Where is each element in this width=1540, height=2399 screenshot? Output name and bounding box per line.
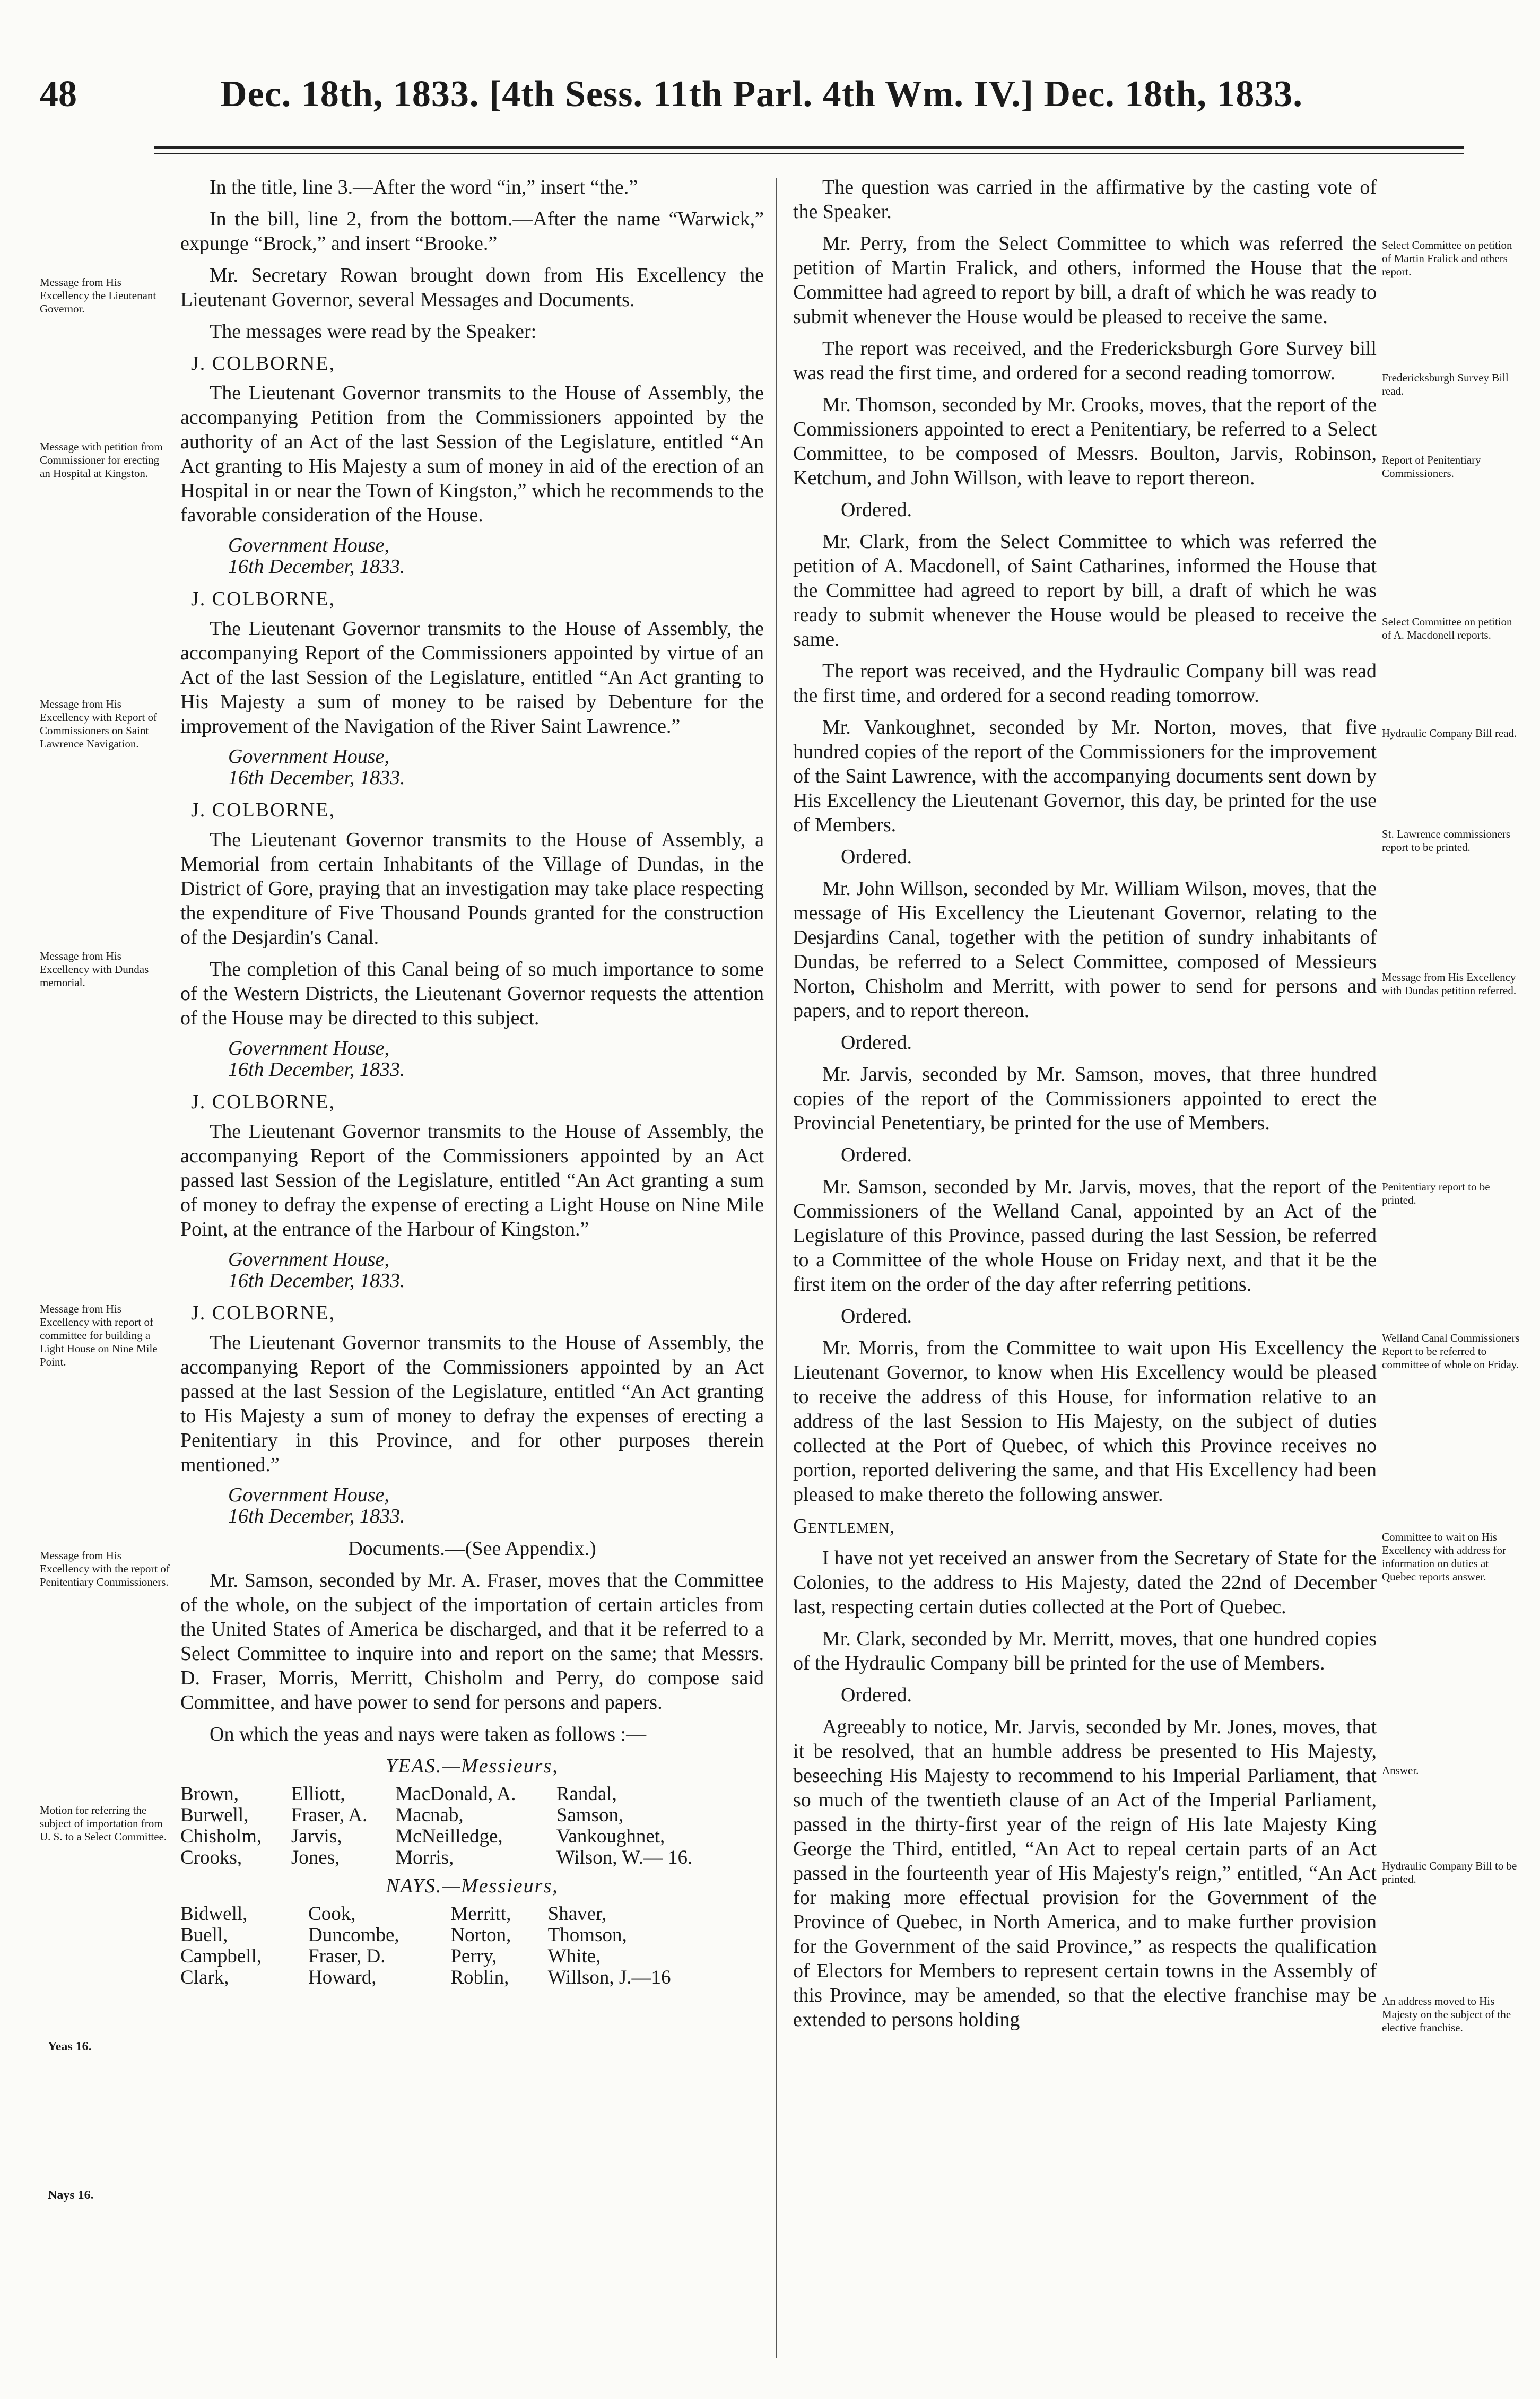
ordered: Ordered. <box>841 1144 912 1166</box>
margin-note: Committee to wait on His Excellency with address for information on duties at Quebec reports answer. <box>1382 1531 1506 1583</box>
margin-note: Welland Canal Commissioners Report to be referred to committee of whole on Friday. <box>1382 1332 1520 1371</box>
running-title: Dec. 18th, 1833. [4th Sess. 11th Parl. 4th Wm. IV.] Dec. 18th, 1833. <box>220 74 1303 115</box>
member-name: Roblin, <box>450 1967 509 1988</box>
left-column <box>180 175 764 1988</box>
gov-house: Government House, <box>228 1037 389 1059</box>
member-name: Duncombe, <box>308 1924 399 1946</box>
header-rule <box>154 146 1464 149</box>
amendment-bill: In the bill, line 2, from the bottom.—After the name “Warwick,” expunge “Brock,” and insert “Brooke.” <box>180 208 764 255</box>
member-name: Clark, <box>180 1967 229 1988</box>
signature: J. COLBORNE, <box>191 799 336 821</box>
message-st-lawrence: The Lieutenant Governor transmits to the House of Assembly, the accompanying Report of the Commissioners appointed by virtue of an Act of the last Session of the Legislature, entitled “An Act granting to His Majesty a sum of money to be raised by Debenture for the improvement of the Navigation of the River Saint Lawrence.” <box>180 618 764 737</box>
member-name: McNeilledge, <box>395 1826 503 1847</box>
nays-table <box>180 1903 737 1988</box>
margin-note: Select Committee on petition of Martin Fralick and others report. <box>1382 239 1512 278</box>
member-name: Crooks, <box>180 1847 242 1868</box>
margin-note: Report of Penitentiary Commissioners. <box>1382 454 1481 480</box>
margin-note: Hydraulic Company Bill to be printed. <box>1382 1859 1517 1885</box>
yeas-table <box>180 1784 737 1868</box>
margin-note: Motion for referring the subject of importation from U. S. to a Select Committee. <box>40 1804 167 1843</box>
name-row <box>180 1847 737 1868</box>
rowan-paragraph: Mr. Secretary Rowan brought down from His Excellency the Lieutenant Governor, several Messages and Documents. <box>180 264 764 311</box>
name-row <box>180 1903 737 1925</box>
gov-date: 16th December, 1833. <box>228 767 405 789</box>
member-name: Randal, <box>556 1783 617 1805</box>
member-name: Elliott, <box>291 1783 345 1805</box>
perry-paragraph: Mr. Perry, from the Select Committee to which was referred the petition of Martin Fralick, and others, informed the House that the Committee had agreed to report by bill, a draft of which he was ready to submit whenever the House would be pleased to receive the same. <box>793 232 1377 328</box>
government-house-dateline <box>228 1249 764 1291</box>
ordered: Ordered. <box>841 1305 912 1327</box>
margin-note: Penitentiary report to be printed. <box>1382 1180 1490 1206</box>
page-number: 48 <box>40 74 77 115</box>
margin-note: Message from His Excellency with Report of Commissioners on Saint Lawrence Navigation. <box>40 698 158 750</box>
gov-house: Government House, <box>228 534 389 557</box>
margin-note: St. Lawrence commissioners report to be printed. <box>1382 828 1511 854</box>
nays-heading: NAYS.—Messieurs, <box>386 1875 559 1897</box>
right-column <box>793 175 1377 2039</box>
margin-note: Message with petition from Commissioner for erecting an Hospital at Kingston. <box>40 440 163 480</box>
margin-note: Message from His Excellency the Lieutenant Governor. <box>40 276 156 315</box>
name-row <box>180 1826 737 1847</box>
margin-note: Answer. <box>1382 1764 1419 1777</box>
header-rule-thin <box>154 153 1464 154</box>
message-hospital: The Lieutenant Governor transmits to the House of Assembly, the accompanying Petition from the Commissioners appointed by the authority of an Act of the last Session of the Legislature, entitled “An Act granting to His Majesty a sum of money in aid of the erection of an Hospital in or near the Town of Kingston,” which he recommends to the favorable consideration of the House. <box>180 382 764 526</box>
member-name: Willson, J.—16 <box>547 1967 671 1988</box>
morris-paragraph: Mr. Morris, from the Committee to wait upon His Excellency the Lieutenant Governor, to know when His Excellency would be pleased to receive the address of this House, for information relative to an address of the last Session to His Majesty, on the subject of duties collected at the Port of Quebec, of which this Province receives no portion, reported delivering the same, and that His Excellency had been pleased to make thereto the following answer. <box>793 1337 1377 1506</box>
gov-date: 16th December, 1833. <box>228 555 405 578</box>
ordered: Ordered. <box>841 499 912 521</box>
margin-note: Message from His Excellency with report of committee for building a Light House on Nine Mile Point. <box>40 1302 158 1368</box>
fredericksburgh-paragraph: The report was received, and the Fredericksburgh Gore Survey bill was read the first time, and ordered for a second reading tomorrow. <box>793 337 1377 384</box>
member-name: Vankoughnet, <box>556 1826 665 1847</box>
gentlemen-salutation: Gentlemen, <box>793 1515 895 1537</box>
member-name: Shaver, <box>547 1903 607 1925</box>
member-name: White, <box>547 1945 601 1967</box>
member-name: Jarvis, <box>291 1826 342 1847</box>
margin-note: Message from His Excellency with Dundas petition referred. <box>1382 971 1517 997</box>
member-name: Samson, <box>556 1804 624 1826</box>
margin-note: Hydraulic Company Bill read. <box>1382 727 1517 740</box>
samson-motion: Mr. Samson, seconded by Mr. A. Fraser, moves that the Committee of the whole, on the subject of the importation of certain articles from the United States of America be discharged, and that it be referred to a Select Committee to inquire into and report on the same; that Messrs. D. Fraser, Morris, Merritt, Chisholm and Perry, do compose said Committee, and have power to send for persons and papers. <box>180 1569 764 1714</box>
gov-house: Government House, <box>228 745 389 768</box>
messages-read: The messages were read by the Speaker: <box>210 320 537 343</box>
government-house-dateline <box>228 746 764 788</box>
samson-welland-paragraph: Mr. Samson, seconded by Mr. Jarvis, moves, that the report of the Commissioners of the Welland Canal, appointed by an Act of the Legislature of this Province, passed during the last Session, be referred to a Committee of the whole House on Friday next, and that it be the first item on the order of the day after referring petitions. <box>793 1176 1377 1296</box>
page-header <box>40 73 1504 132</box>
member-name: Chisholm, <box>180 1826 262 1847</box>
name-row <box>180 1946 737 1967</box>
member-name: Morris, <box>395 1847 454 1868</box>
member-name: Campbell, <box>180 1945 262 1967</box>
signature: J. COLBORNE, <box>191 1091 336 1113</box>
message-dundas-cont: The completion of this Canal being of so much importance to some of the Western Districts, the Lieutenant Governor requests the attention of the House may be directed to this subject. <box>180 958 764 1029</box>
name-row <box>180 1784 737 1805</box>
member-name: Burwell, <box>180 1804 249 1826</box>
answer-paragraph: I have not yet received an answer from the Secretary of State for the Colonies, to the address to His Majesty, dated the 22nd of December last, respecting certain duties collected at the Port of Quebec. <box>793 1547 1377 1618</box>
member-name: Perry, <box>450 1945 497 1967</box>
member-name: Howard, <box>308 1967 377 1988</box>
clark-paragraph: Mr. Clark, from the Select Committee to which was referred the petition of A. Macdonell, of Saint Catharines, informed the House that the Committee had agreed to report by bill, a draft of which he was ready to submit whenever the House would be pleased to receive the same. <box>793 531 1377 650</box>
member-name: Bidwell, <box>180 1903 248 1925</box>
gov-date: 16th December, 1833. <box>228 1058 405 1081</box>
gov-date: 16th December, 1833. <box>228 1505 405 1527</box>
signature: J. COLBORNE, <box>191 352 336 375</box>
gov-date: 16th December, 1833. <box>228 1270 405 1292</box>
clark-hydraulic-paragraph: Mr. Clark, seconded by Mr. Merritt, moves, that one hundred copies of the Hydraulic Company bill be printed for the use of Members. <box>793 1628 1377 1674</box>
member-name: Thomson, <box>547 1924 627 1946</box>
john-willson-paragraph: Mr. John Willson, seconded by Mr. William Wilson, moves, that the message of His Excellency the Lieutenant Governor, relating to the Desjardins Canal, together with the petition of sundry inhabitants of Dundas, be referred to a Select Committee, composed of Messieurs Norton, Chisholm and Merritt, with power to send for persons and papers, and to report thereon. <box>793 877 1377 1022</box>
name-row <box>180 1967 737 1988</box>
gov-house: Government House, <box>228 1248 389 1271</box>
message-dundas: The Lieutenant Governor transmits to the House of Assembly, a Memorial from certain Inhabitants of the Village of Dundas, in the District of Gore, praying that an investigation may take place respecting the expenditure of Five Thousand Pounds granted for the construction of the Desjardin's Canal. <box>180 829 764 949</box>
margin-note: An address moved to His Majesty on the subject of the elective franchise. <box>1382 1995 1511 2034</box>
member-name: Merritt, <box>450 1903 511 1925</box>
member-name: MacDonald, A. <box>395 1783 516 1805</box>
government-house-dateline <box>228 535 764 577</box>
amendment-title: In the title, line 3.—After the word “in,” insert “the.” <box>210 176 638 198</box>
yeas-nays-intro: On which the yeas and nays were taken as follows :— <box>210 1723 647 1745</box>
ordered: Ordered. <box>841 846 912 868</box>
member-name: Norton, <box>450 1924 511 1946</box>
member-name: Jones, <box>291 1847 340 1868</box>
member-name: Fraser, A. <box>291 1804 368 1826</box>
thomson-paragraph: Mr. Thomson, seconded by Mr. Crooks, moves, that the report of the Commissioners appointed to erect a Penitentiary, be referred to a Select Committee, to be composed of Messrs. Boulton, Jarvis, Robinson, Ketchum, and John Willson, with leave to report thereon. <box>793 394 1377 489</box>
message-penitentiary: The Lieutenant Governor transmits to the House of Assembly, the accompanying Report of the Commissioners appointed by an Act passed at the last Session of the Legislature, entitled “An Act granting to His Majesty a sum of money to defray the expenses of erecting a Penitentiary in this Province, and for other purposes therein mentioned.” <box>180 1332 764 1476</box>
ordered: Ordered. <box>841 1031 912 1054</box>
member-name: Brown, <box>180 1783 239 1805</box>
column-divider <box>776 178 777 2358</box>
member-name: Macnab, <box>395 1804 464 1826</box>
nays-count: Nays 16. <box>48 2188 94 2202</box>
jarvis-jones-paragraph: Agreeably to notice, Mr. Jarvis, seconded by Mr. Jones, moves, that it be resolved, that an humble address be presented to His Majesty, beseeching His Majesty to recommend to his Imperial Parliament, that so much of the twentieth clause of an Act of the Imperial Parliament, passed in the thirty-first year of the reign of His late Majesty King George the Third, entitled, “An Act to repeal certain parts of an Act passed in the fourteenth year of His Majesty's reign,” entitled, “An Act for making more effectual provision for the Government of the Province of Quebec, in North America, and to make further provision for the Government of the said Province,” as respects the qualification of Electors for Members to represent certain towns in the Assembly of this Province, may be amended, so that the elective franchise may be extended to persons holding <box>793 1716 1377 2031</box>
name-row <box>180 1805 737 1826</box>
margin-note: Message from His Excellency with Dundas memorial. <box>40 950 149 989</box>
government-house-dateline <box>228 1484 764 1527</box>
yeas-count: Yeas 16. <box>48 2040 92 2054</box>
hydraulic-paragraph: The report was received, and the Hydraulic Company bill was read the first time, and ordered for a second reading tomorrow. <box>793 660 1377 707</box>
member-name: Buell, <box>180 1924 228 1946</box>
member-name: Wilson, W.— 16. <box>556 1847 693 1868</box>
margin-note: Fredericksburgh Survey Bill read. <box>1382 371 1509 397</box>
ordered: Ordered. <box>841 1684 912 1706</box>
name-row <box>180 1925 737 1946</box>
margin-note: Message from His Excellency with the report of Penitentiary Commissioners. <box>40 1549 170 1588</box>
signature: J. COLBORNE, <box>191 588 336 610</box>
jarvis-paragraph: Mr. Jarvis, seconded by Mr. Samson, moves, that three hundred copies of the report of the Commissioners appointed to erect the Provincial Penetentiary, be printed for the use of Members. <box>793 1063 1377 1134</box>
member-name: Fraser, D. <box>308 1945 386 1967</box>
member-name: Cook, <box>308 1903 356 1925</box>
margin-note: Select Committee on petition of A. Macdonell reports. <box>1382 615 1512 641</box>
message-light-house: The Lieutenant Governor transmits to the House of Assembly, the accompanying Report of the Commissioners appointed by an Act passed last Session of the Legislature, entitled “An Act granting a sum of money to defray the expense of erecting a Light House on Nine Mile Point, at the entrance of the Harbour of Kingston.” <box>180 1120 764 1240</box>
signature: J. COLBORNE, <box>191 1302 336 1324</box>
government-house-dateline <box>228 1038 764 1080</box>
yeas-heading: YEAS.—Messieurs, <box>386 1755 559 1777</box>
documents-appendix: Documents.—(See Appendix.) <box>348 1537 596 1560</box>
gov-house: Government House, <box>228 1484 389 1506</box>
vankoughnet-paragraph: Mr. Vankoughnet, seconded by Mr. Norton, moves, that five hundred copies of the report of the Commissioners for the improvement of the Saint Lawrence, with the accompanying documents sent down by His Excellency the Lieutenant Governor, this day, be printed for the use of Members. <box>793 716 1377 836</box>
carried-paragraph: The question was carried in the affirmative by the casting vote of the Speaker. <box>793 176 1377 223</box>
